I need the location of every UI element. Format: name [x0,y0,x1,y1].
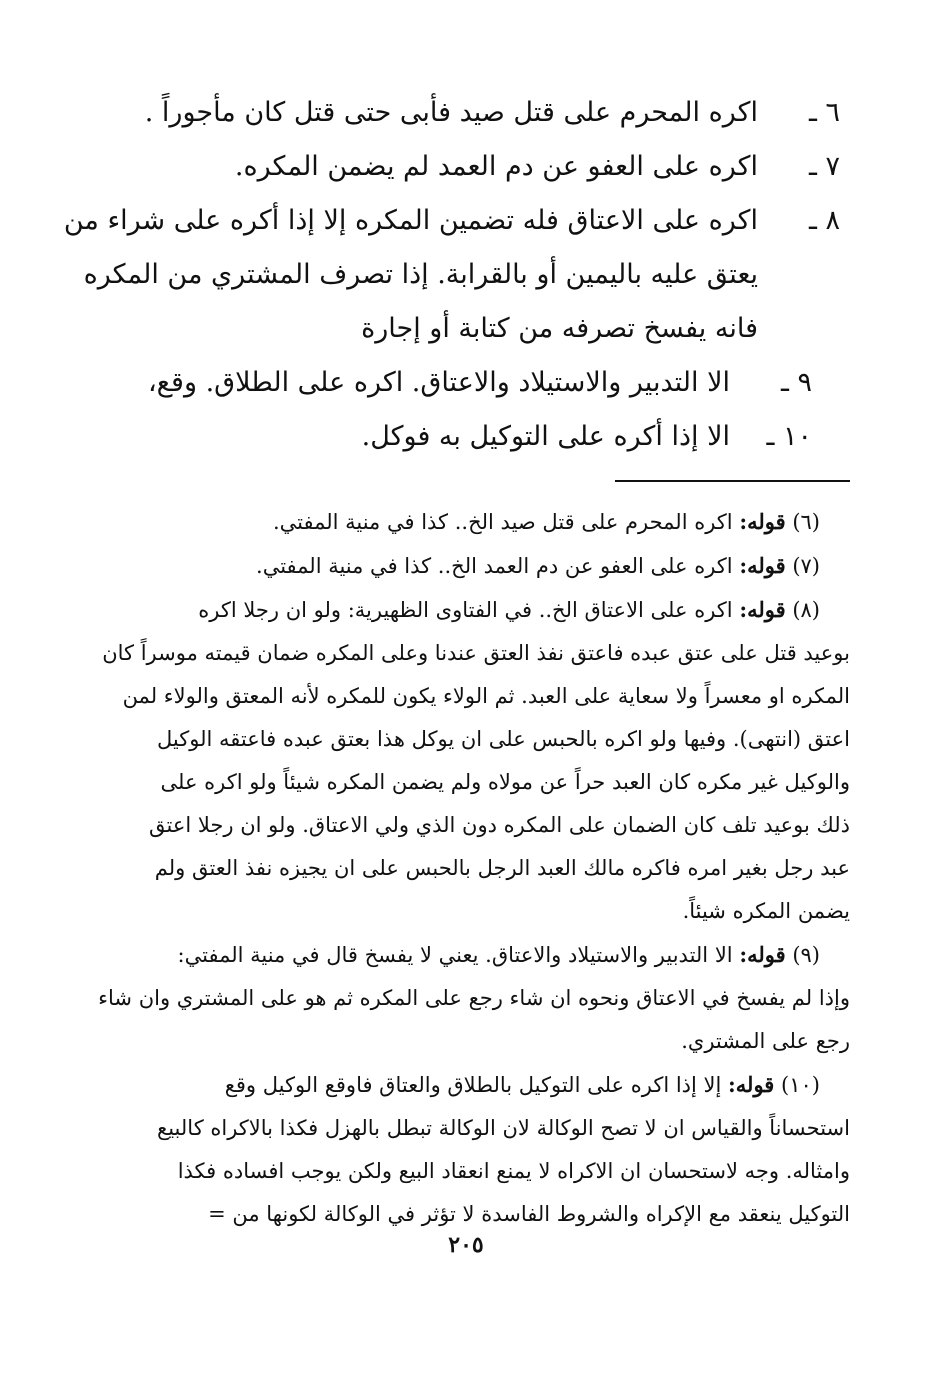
footnote-line: رجع على المشتري. [681,1029,850,1053]
footnote-line: بوعيد قتل على عتق عبده فاعتق نفذ العتق عندنا وعلى المكره ضمان قيمته موسراً كان [102,641,850,665]
footnote-text: اكره المحرم على قتل صيد الخ.. كذا في منية المفتي. [272,510,733,534]
footnote-text: اكره على الاعتاق الخ.. في الفتاوى الظهيرية: ولو ان رجلا اكره [198,598,733,622]
footnote-line: المكره او معسراً ولا سعاية على العبد. ثم الولاء يكون للمكره لأنه المعتق والولاء لمن [122,684,850,708]
page-number: ٢٠٥ [448,1232,484,1258]
footnote-number: (٦) [792,510,820,534]
item-10 [100,410,840,464]
item-number: ٨ ـ [808,205,840,236]
footnote-line: استحساناً والقياس ان لا تصح الوكالة لان الوكالة تبطل بالهزل فكذا بالاكراه كالبيع [157,1116,850,1140]
footnote-number: (٨) [792,598,820,622]
item-number: ٦ ـ [808,97,840,128]
footnote-keyword: قوله: [739,553,786,578]
item-text: اكره على العفو عن دم العمد لم يضمن المكره. [234,151,758,182]
footnote-6 [108,500,850,544]
footnote-keyword: قوله: [739,509,786,534]
item-text: الا التدبير والاستيلاد والاعتاق. اكره على الطلاق. وقع، [147,367,730,398]
item-text: الا إذا أكره على التوكيل به فوكل. [361,421,730,452]
footnote-line: وامثاله. وجه لاستحسان ان الاكراه لا يمنع انعقاد البيع ولكن يوجب افساده فكذا [177,1159,850,1183]
footnote-line: والوكيل غير مكره كان العبد حراً عن مولاه ولم يضمن المكره شيئاً ولو اكره على [160,770,850,794]
item-9 [100,356,840,410]
item-8 [63,194,840,248]
item-8-cont [83,248,840,302]
item-text: يعتق عليه باليمين أو بالقرابة. إذا تصرف المشتري من المكره [83,259,758,290]
footnote-divider [615,480,850,482]
footnote-line: ذلك بوعيد تلف كان الضمان على المكره دون الذي ولي الاعتاق. ولو ان رجلا اعتق [149,813,850,837]
footnote-7 [108,544,850,588]
footnotes [98,500,850,1236]
footnote-number: (١٠) [781,1073,820,1097]
item-6 [100,86,840,140]
footnote-text: اكره على العفو عن دم العمد الخ.. كذا في منية المفتي. [256,554,733,578]
footnote-keyword: قوله: [739,942,786,967]
item-number: ٩ ـ [780,367,812,398]
footnote-line: التوكيل ينعقد مع الإكراه والشروط الفاسدة لا تؤثر في الوكالة لكونها من = [208,1202,850,1226]
footnote-keyword: قوله: [739,597,786,622]
footnote-number: (٧) [792,554,820,578]
item-8-cont [100,302,840,356]
item-number: ٧ ـ [808,151,840,182]
item-7 [100,140,840,194]
item-number: ١٠ ـ [766,421,812,452]
item-text: فانه يفسخ تصرفه من كتابة أو إجارة [361,313,758,344]
footnote-10 [108,1063,850,1236]
item-text: اكره المحرم على قتل صيد فأبى حتى قتل كان مأجوراً . [144,97,758,128]
footnote-number: (٩) [792,943,820,967]
footnote-9 [98,933,850,1063]
footnote-text: إلا إذا اكره على التوكيل بالطلاق والعتاق فاوقع الوكيل وقع [224,1073,722,1097]
item-text: اكره على الاعتاق فله تضمين المكره إلا إذا أكره على شراء من [63,205,758,236]
main-text [63,86,840,464]
footnote-line: وإذا لم يفسخ في الاعتاق ونحوه ان شاء رجع على المكره ثم هو على المشتري وان شاء [98,986,850,1010]
footnote-keyword: قوله: [728,1072,775,1097]
footnote-text: الا التدبير والاستيلاد والاعتاق. يعني لا يفسخ قال في منية المفتي: [177,943,733,967]
footnote-line: اعتق (انتهى). وفيها ولو اكره بالحبس على ان يوكل هذا بعتق عبده فاعتقه الوكيل [157,727,850,751]
footnote-line: عبد رجل بغير امره فاكره مالك العبد الرجل بالحبس على ان يجيزه نفذ العتق ولم [154,856,850,880]
footnote-8 [102,588,850,933]
footnote-line: يضمن المكره شيئاً. [682,899,850,923]
